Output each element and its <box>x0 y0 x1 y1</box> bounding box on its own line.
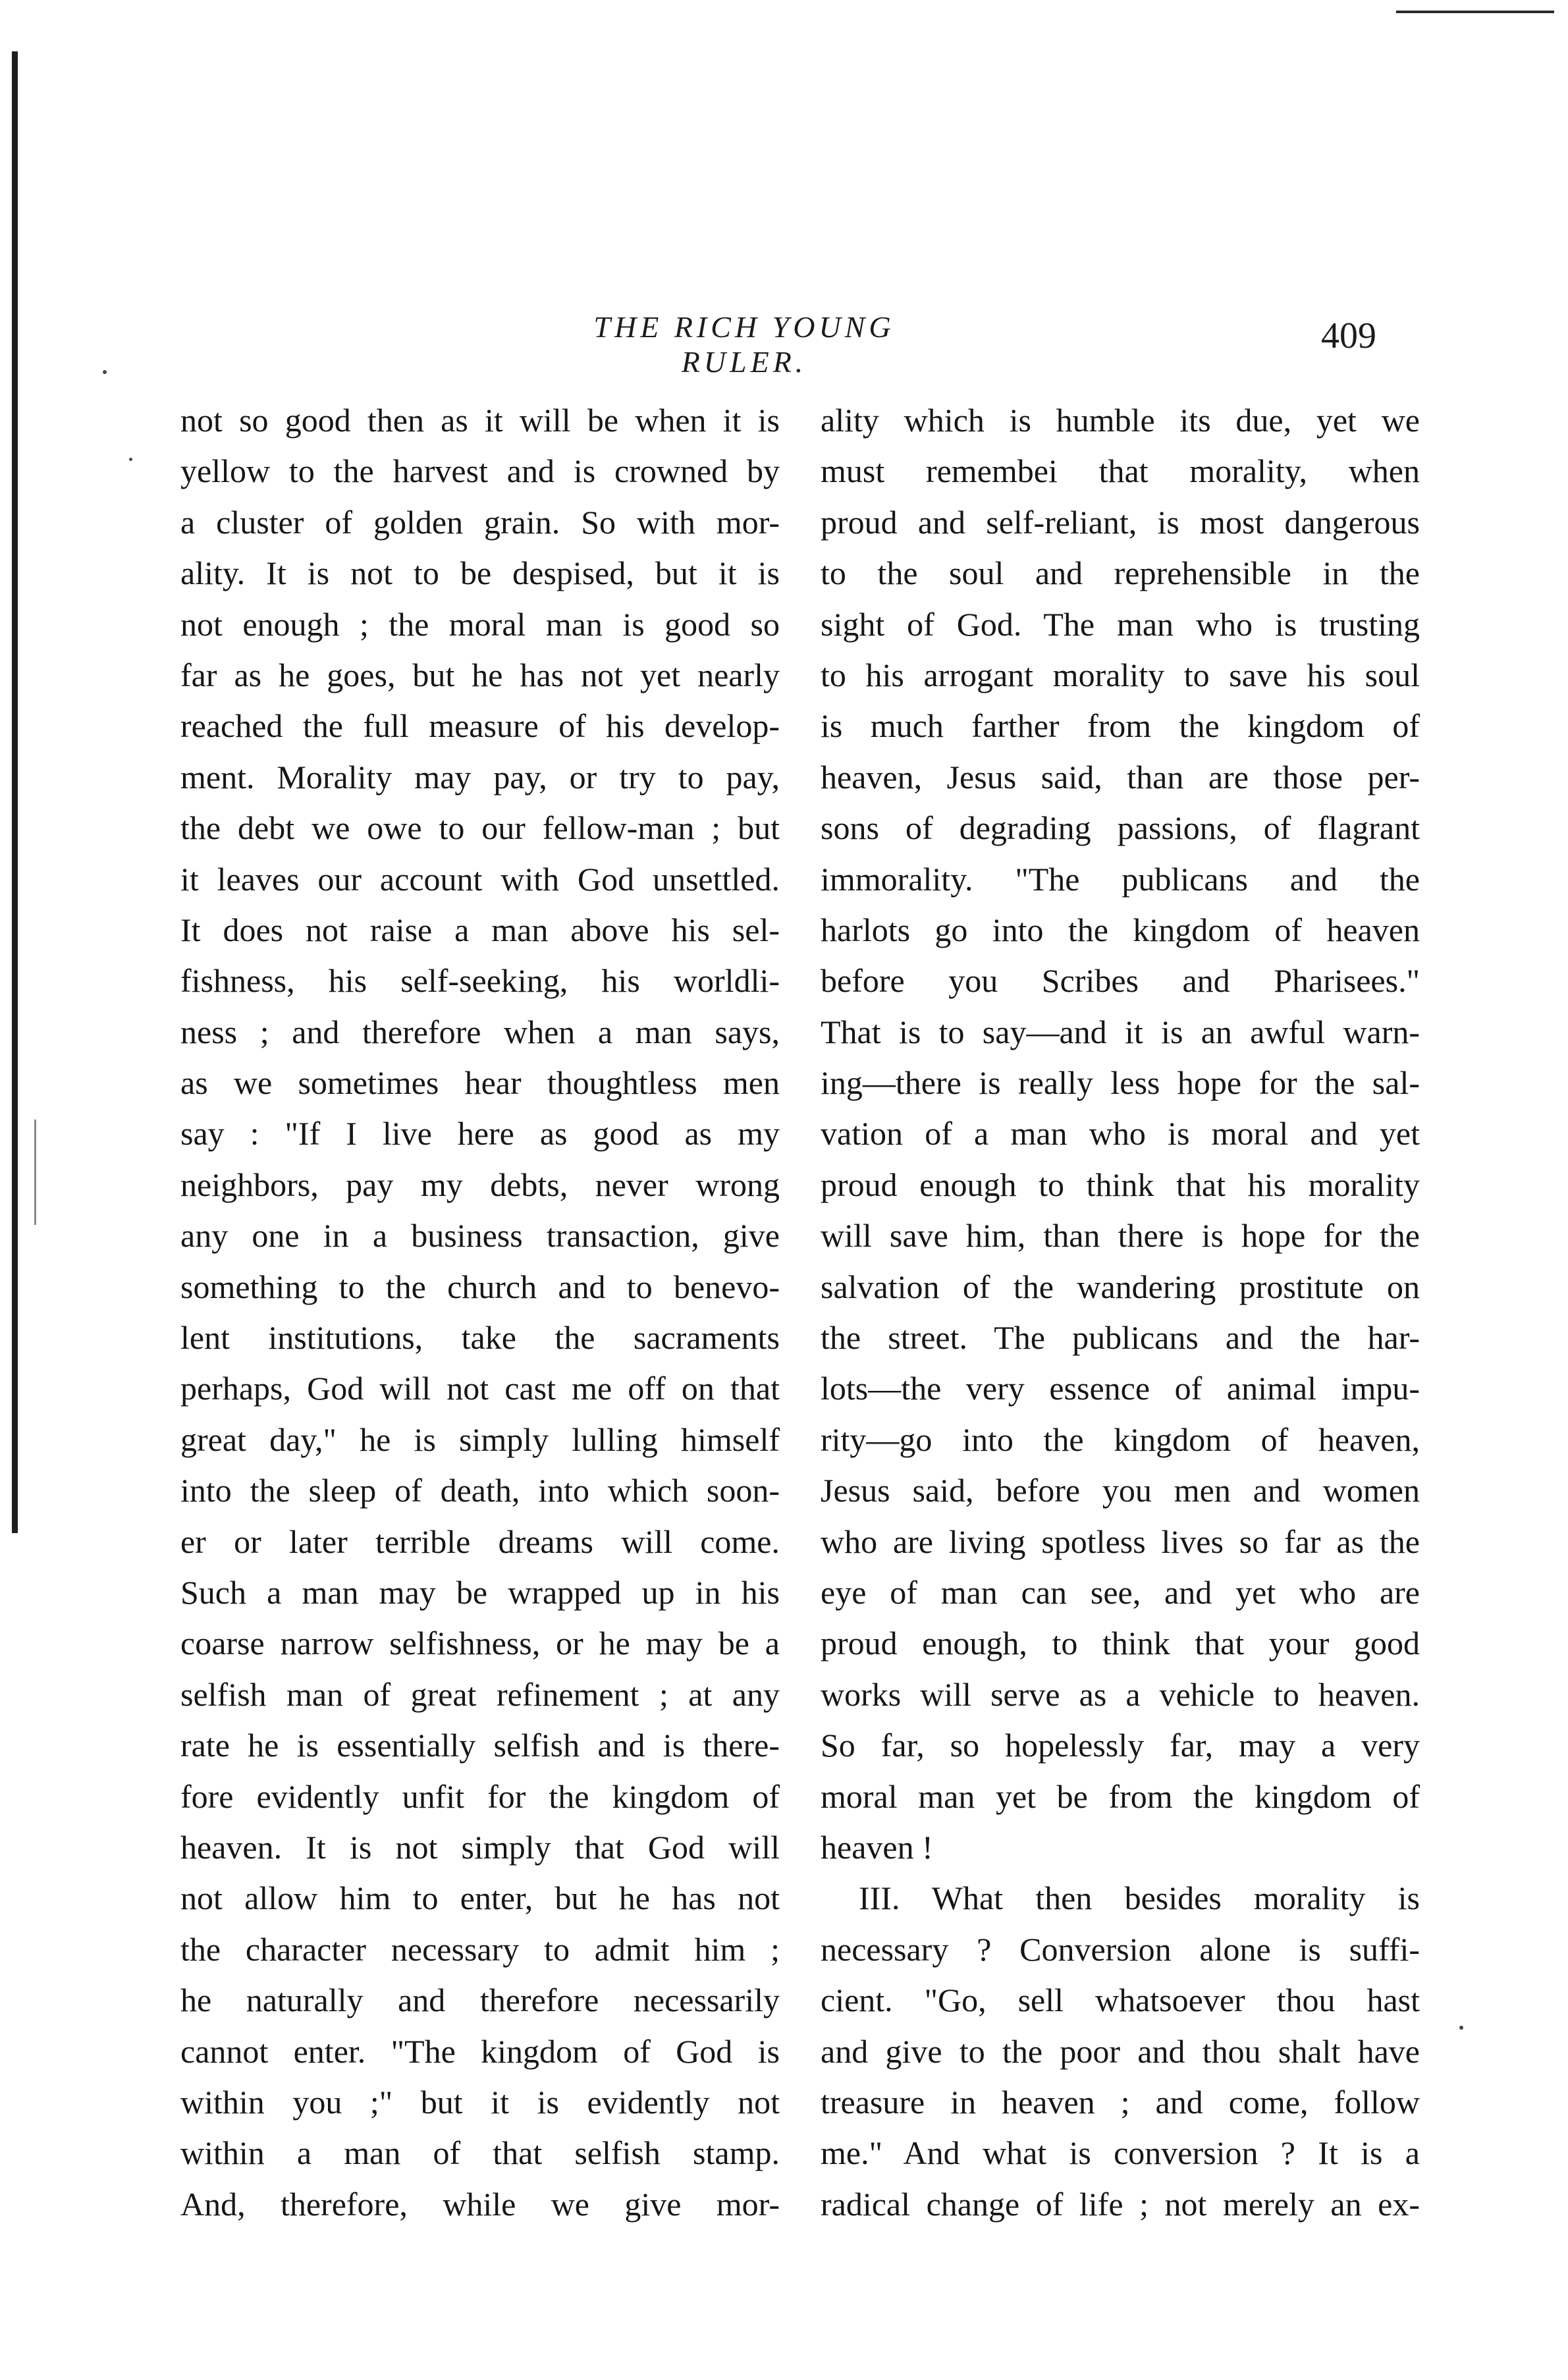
text-line: works will serve as a vehicle to heaven. <box>821 1675 1420 1713</box>
text-line: cannot enter. "The kingdom of God is <box>180 2032 780 2070</box>
text-line: vation of a man who is moral and yet <box>821 1115 1420 1152</box>
text-line: So far, so hopelessly far, may a very <box>821 1727 1420 1764</box>
text-line: proud enough, to think that your good <box>821 1625 1420 1662</box>
text-line: not allow him to enter, but he has not <box>180 1880 780 1917</box>
text-line: and give to the poor and thou shalt have <box>821 2032 1420 2070</box>
text-line: moral man yet be from the kingdom of <box>821 1777 1420 1815</box>
running-head <box>0 310 1568 379</box>
text-line: ing—there is really less hope for the sal- <box>821 1064 1420 1102</box>
text-line: will save him, than there is hope for the <box>821 1217 1420 1255</box>
text-line: a cluster of golden grain. So with mor- <box>180 503 780 541</box>
scan-speck <box>103 370 107 374</box>
text-line: yellow to the harvest and is crowned by <box>180 452 780 490</box>
text-line: fore evidently unfit for the kingdom of <box>180 1777 780 1815</box>
text-line: great day," he is simply lulling himself <box>180 1420 780 1458</box>
text-line: the debt we owe to our fellow-man ; but <box>180 809 780 847</box>
text-line: any one in a business transaction, give <box>180 1217 780 1255</box>
text-line: the street. The publicans and the har- <box>821 1319 1420 1357</box>
text-line: salvation of the wandering prostitute on <box>821 1268 1420 1305</box>
text-line: fishness, his self-seeking, his worldli- <box>180 962 780 1000</box>
text-line: something to the church and to benevo- <box>180 1268 780 1305</box>
text-line: not enough ; the moral man is good so <box>180 605 780 643</box>
text-line: radical change of life ; not merely an ex- <box>821 2185 1420 2223</box>
text-line: sons of degrading passions, of flagrant <box>821 809 1420 847</box>
left-text-column <box>180 395 780 2230</box>
text-line: perhaps, God will not cast me off on that <box>180 1370 780 1407</box>
text-line: reached the full measure of his develop- <box>180 707 780 745</box>
text-line: neighbors, pay my debts, never wrong <box>180 1166 780 1203</box>
text-line: far as he goes, but he has not yet nearly <box>180 656 780 693</box>
text-line: lent institutions, take the sacraments <box>180 1319 780 1357</box>
text-line: heaven. It is not simply that God will <box>180 1828 780 1866</box>
text-line: within a man of that selfish stamp. <box>180 2134 780 2172</box>
text-line: Such a man may be wrapped up in his <box>180 1573 780 1611</box>
text-line: not so good then as it will be when it is <box>180 402 780 439</box>
text-line: cient. "Go, sell whatsoever thou hast <box>821 1982 1420 2019</box>
scan-speck <box>1459 2026 1463 2030</box>
text-line: er or later terrible dreams will come. <box>180 1523 780 1560</box>
text-line: say : "If I live here as good as my <box>180 1115 780 1152</box>
text-line: And, therefore, while we give mor- <box>180 2185 780 2223</box>
page-number: 409 <box>1321 315 1376 356</box>
text-line: me." And what is conversion ? It is a <box>821 2134 1420 2172</box>
right-text-column <box>821 395 1420 2230</box>
text-line: within you ;" but it is evidently not <box>180 2083 780 2121</box>
text-line: before you Scribes and Pharisees." <box>821 962 1420 1000</box>
text-line: ality which is humble its due, yet we <box>821 402 1420 439</box>
scan-mark-left <box>34 1120 36 1225</box>
text-line: to his arrogant morality to save his soul <box>821 656 1420 693</box>
text-line: rity—go into the kingdom of heaven, <box>821 1420 1420 1458</box>
text-line: ness ; and therefore when a man says, <box>180 1013 780 1050</box>
text-line: eye of man can see, and yet who are <box>821 1573 1420 1611</box>
text-line: It does not raise a man above his sel- <box>180 911 780 948</box>
text-line: must remembei that morality, when <box>821 452 1420 490</box>
text-line: who are living spotless lives so far as the <box>821 1523 1420 1560</box>
text-line: ment. Morality may pay, or try to pay, <box>180 758 780 796</box>
text-line: harlots go into the kingdom of heaven <box>821 911 1420 948</box>
text-line: it leaves our account with God unsettled. <box>180 860 780 898</box>
text-line: he naturally and therefore necessarily <box>180 1982 780 2019</box>
text-line: the character necessary to admit him ; <box>180 1930 780 1968</box>
text-line: proud enough to think that his morality <box>821 1166 1420 1203</box>
text-line: That is to say—and it is an awful warn- <box>821 1013 1420 1050</box>
text-line: immorality. "The publicans and the <box>821 860 1420 898</box>
scan-border-top <box>1396 11 1554 13</box>
text-line: necessary ? Conversion alone is suffi- <box>821 1930 1420 1968</box>
text-line: heaven ! <box>821 1828 933 1866</box>
text-line: ality. It is not to be despised, but it is <box>180 554 780 592</box>
scan-border-left <box>12 51 18 1533</box>
running-title: THE RICH YOUNG RULER. <box>593 310 895 379</box>
scan-speck <box>129 458 132 461</box>
text-line: sight of God. The man who is trusting <box>821 605 1420 643</box>
text-line: into the sleep of death, into which soon- <box>180 1472 780 1509</box>
text-line: proud and self-reliant, is most dangerous <box>821 503 1420 541</box>
text-line: coarse narrow selfishness, or he may be a <box>180 1625 780 1662</box>
text-line: selfish man of great refinement ; at any <box>180 1675 780 1713</box>
text-line: treasure in heaven ; and come, follow <box>821 2083 1420 2121</box>
text-line: heaven, Jesus said, than are those per- <box>821 758 1420 796</box>
text-line: rate he is essentially selfish and is there- <box>180 1727 780 1764</box>
text-line: is much farther from the kingdom of <box>821 707 1420 745</box>
text-line: to the soul and reprehensible in the <box>821 554 1420 592</box>
text-line: Jesus said, before you men and women <box>821 1472 1420 1509</box>
text-line: lots—the very essence of animal impu- <box>821 1370 1420 1407</box>
text-line: as we sometimes hear thoughtless men <box>180 1064 780 1102</box>
text-line: III. What then besides morality is <box>859 1880 1420 1917</box>
